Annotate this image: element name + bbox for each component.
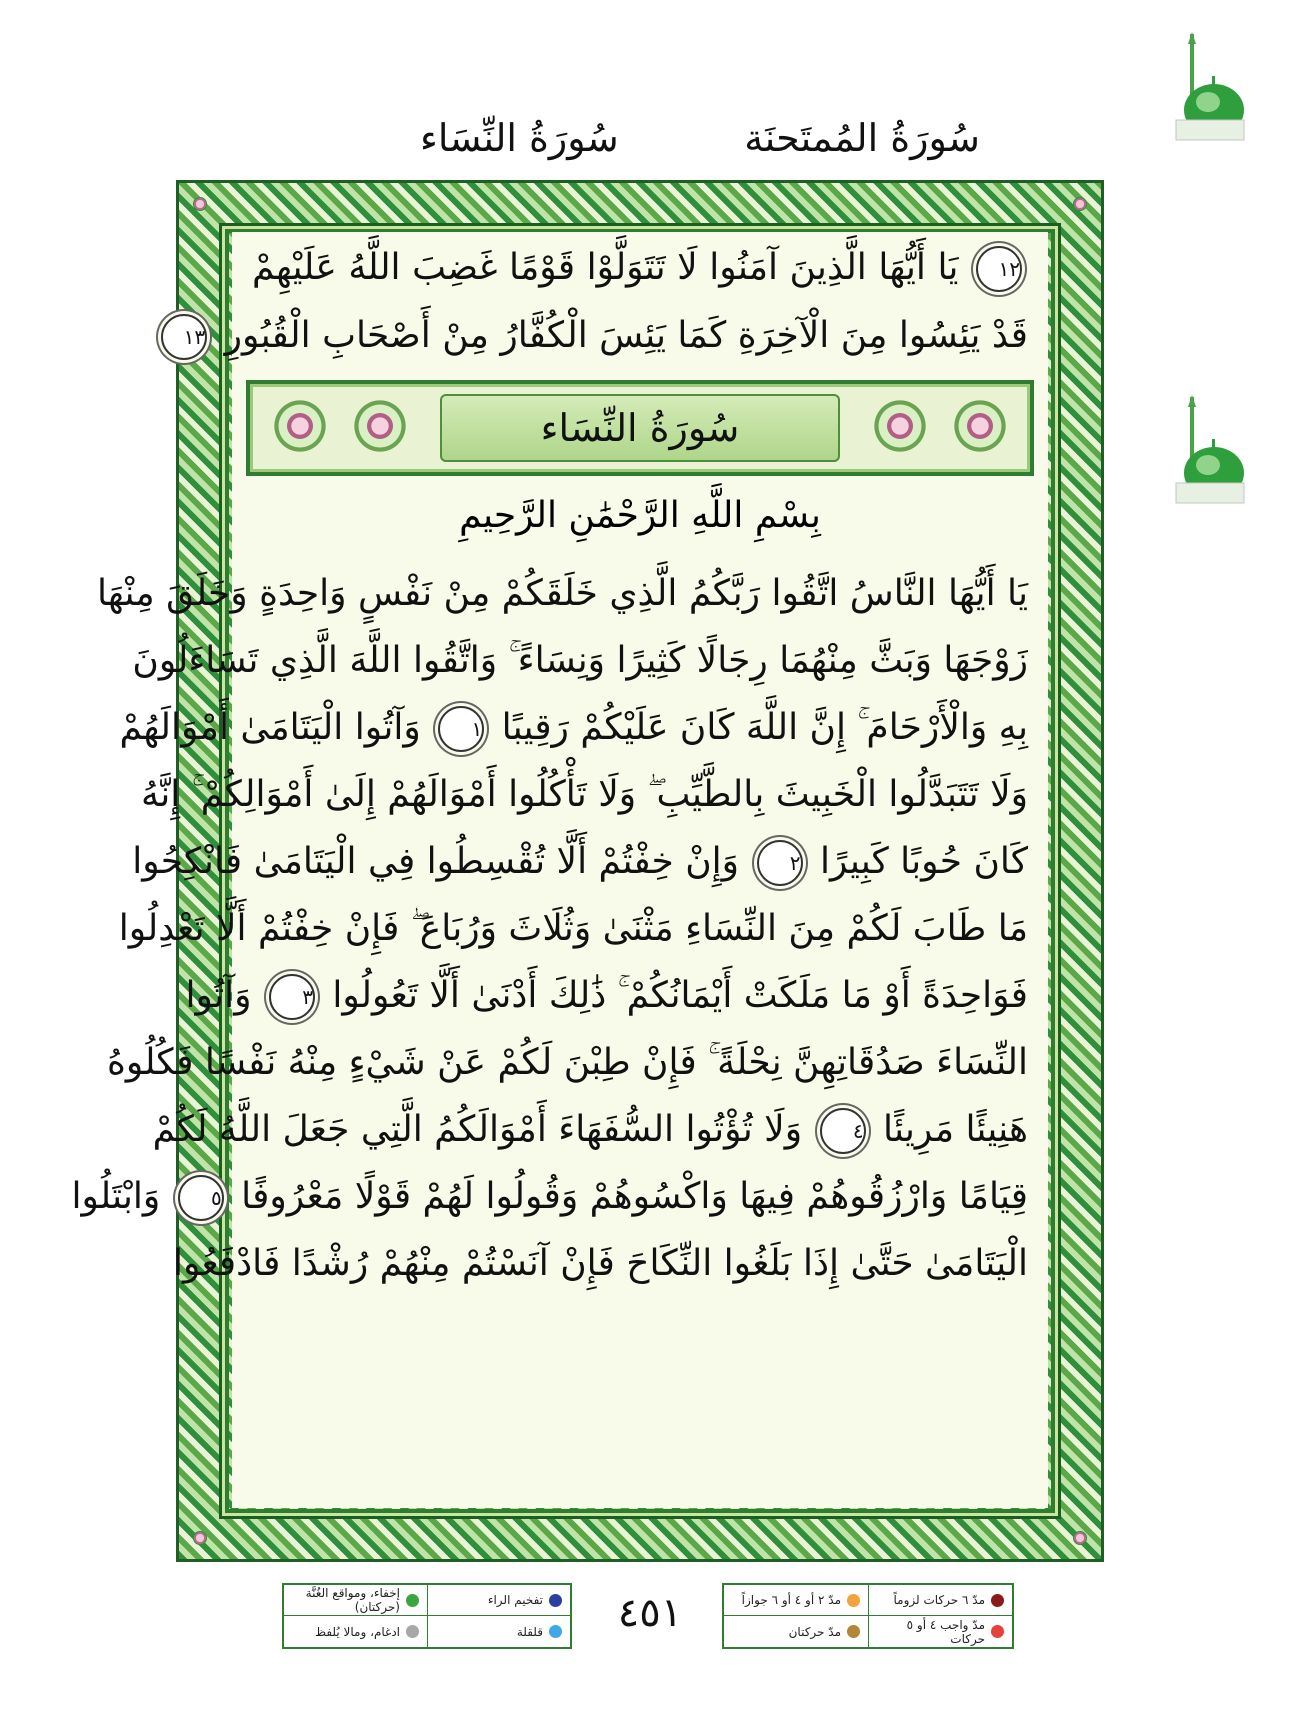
legend-dot-icon (406, 1594, 419, 1607)
verse-text: فَوَاحِدَةً أَوْ مَا مَلَكَتْ أَيْمَانُكُمْ ۚ ذَٰلِكَ أَدْنَىٰ أَلَّا تَعُولُوا (332, 975, 1028, 1016)
verse-line (172, 1232, 1028, 1296)
ayah-number-marker: ٣ (269, 974, 315, 1020)
mosque-dome-icon (1168, 32, 1246, 144)
verse-line (71, 1165, 1028, 1229)
legend-item: ادغام، ومالا يُلفظ (284, 1616, 427, 1647)
verse-line (118, 897, 1028, 961)
verse-text: وَآتُوا الْيَتَامَىٰ أَمْوَالَهُمْ (119, 707, 421, 748)
sura-title-banner (246, 380, 1034, 476)
verse-text: وَآتُوا (185, 975, 252, 1016)
frame-rosette-icon (1073, 1531, 1087, 1545)
banner-rosette-icon (870, 396, 930, 456)
ayah-number-marker: ٢ (757, 840, 803, 886)
legend-item: إخفاء، ومواقع الغُنَّة (حركتان) (284, 1585, 427, 1616)
basmala: بِسْمِ اللَّهِ الرَّحْمَٰنِ الرَّحِيمِ (459, 495, 821, 536)
legend-dot-icon (991, 1625, 1004, 1638)
verse-text: بِهِ وَالْأَرْحَامَ ۚ إِنَّ اللَّهَ كَانَ عَلَيْكُمْ رَقِيبًا (501, 707, 1028, 748)
verse-line (140, 763, 1028, 827)
frame-rosette-icon (193, 1531, 207, 1545)
page-number: ٤٥١ (617, 1590, 683, 1636)
verse-text: وَلَا تُؤْتُوا السُّفَهَاءَ أَمْوَالَكُمُ الَّتِي جَعَلَ اللَّهُ لَكُمْ (152, 1109, 803, 1150)
verse-line (183, 304, 1028, 368)
quran-page (71, 232, 1048, 1508)
verse-text: وَلَا تَتَبَدَّلُوا الْخَبِيثَ بِالطَّيِّبِ ۖ وَلَا تَأْكُلُوا أَمْوَالَهُمْ إِلَىٰ أَمْوَالِكُمْ ۚ إِنَّهُ (140, 774, 1028, 815)
verse-text: قِيَامًا وَارْزُقُوهُمْ فِيهَا وَاكْسُوهُمْ وَقُولُوا لَهُمْ قَوْلًا مَعْرُوفًا (241, 1176, 1028, 1217)
verse-text: زَوْجَهَا وَبَثَّ مِنْهُمَا رِجَالًا كَثِيرًا وَنِسَاءً ۚ وَاتَّقُوا اللَّهَ الَّذِي تَسَاءَلُونَ (132, 640, 1028, 681)
legend-item: تفخيم الراء (427, 1585, 570, 1616)
ayah-number-marker: ٤ (820, 1108, 866, 1154)
legend-item: مدّ واجب ٤ أو ٥ حركات (868, 1616, 1012, 1647)
frame-rosette-icon (1073, 197, 1087, 211)
legend-dot-icon (847, 1594, 860, 1607)
legend-item: قلقلة (427, 1616, 570, 1647)
sura-title: سُورَةُ النِّسَاء (440, 394, 840, 462)
header-sura-name-left: سُورَةُ النِّسَاء (420, 116, 619, 160)
page-header (420, 108, 980, 168)
legend-item: مدّ حركتان (724, 1616, 868, 1647)
ayah-number-marker: ١٣ (161, 314, 207, 360)
verse-text: هَنِيئًا مَرِيئًا (883, 1109, 1028, 1150)
ayah-number-marker: ١ (438, 706, 484, 752)
legend-dot-icon (549, 1594, 562, 1607)
verse-line (132, 629, 1028, 693)
verse-text: كَانَ حُوبًا كَبِيرًا (819, 841, 1028, 882)
legend-dot-icon (549, 1625, 562, 1638)
verse-text: مَا طَابَ لَكُمْ مِنَ النِّسَاءِ مَثْنَىٰ وَثُلَاثَ وَرُبَاعَ ۖ فَإِنْ خِفْتُمْ أَلَّا تَعْدِلُوا (118, 908, 1028, 949)
mosque-dome-icon (1168, 395, 1246, 507)
ayah-number-marker: ٥ (178, 1175, 224, 1221)
verse-text: يَا أَيُّهَا النَّاسُ اتَّقُوا رَبَّكُمُ الَّذِي خَلَقَكُمْ مِنْ نَفْسٍ وَاحِدَةٍ وَخَلَقَ مِنْهَا (96, 573, 1028, 614)
verse-text: يَا أَيُّهَا الَّذِينَ آمَنُوا لَا تَتَوَلَّوْا قَوْمًا غَضِبَ اللَّهُ عَلَيْهِمْ (252, 247, 959, 288)
frame-rosette-icon (193, 197, 207, 211)
verse-line (152, 1098, 1028, 1162)
verse-text: وَإِنْ خِفْتُمْ أَلَّا تُقْسِطُوا فِي الْيَتَامَىٰ فَانْكِحُوا (132, 841, 740, 882)
verse-line (132, 830, 1028, 894)
banner-rosette-icon (950, 396, 1010, 456)
legend-item: مدّ ٢ أو ٤ أو ٦ جوازاً (724, 1585, 868, 1616)
tajweed-legend-left (282, 1583, 572, 1649)
verse-line (252, 236, 1028, 300)
verse-line (185, 964, 1028, 1028)
legend-item: مدّ ٦ حركات لزوماً (868, 1585, 1012, 1616)
legend-dot-icon (847, 1625, 860, 1638)
verse-line (119, 696, 1028, 760)
tajweed-legend-right (722, 1583, 1014, 1649)
banner-rosette-icon (270, 396, 330, 456)
verse-text: وَابْتَلُوا (71, 1176, 161, 1217)
header-sura-name-right: سُورَةُ المُمتَحنَة (744, 116, 980, 160)
verse-line (107, 1031, 1028, 1095)
verse-text: النِّسَاءَ صَدُقَاتِهِنَّ نِحْلَةً ۚ فَإِنْ طِبْنَ لَكُمْ عَنْ شَيْءٍ مِنْهُ نَفْسًا فَكُلُوهُ (107, 1042, 1028, 1083)
legend-dot-icon (406, 1625, 419, 1638)
verse-text: الْيَتَامَىٰ حَتَّىٰ إِذَا بَلَغُوا النِّكَاحَ فَإِنْ آنَسْتُمْ مِنْهُمْ رُشْدًا فَادْفَعُوا (172, 1243, 1028, 1284)
legend-dot-icon (991, 1594, 1004, 1607)
ayah-number-marker: ١٢ (976, 246, 1022, 292)
verse-line (96, 562, 1028, 626)
banner-rosette-icon (350, 396, 410, 456)
verse-text: قَدْ يَئِسُوا مِنَ الْآخِرَةِ كَمَا يَئِسَ الْكُفَّارُ مِنْ أَصْحَابِ الْقُبُورِ (224, 315, 1028, 356)
